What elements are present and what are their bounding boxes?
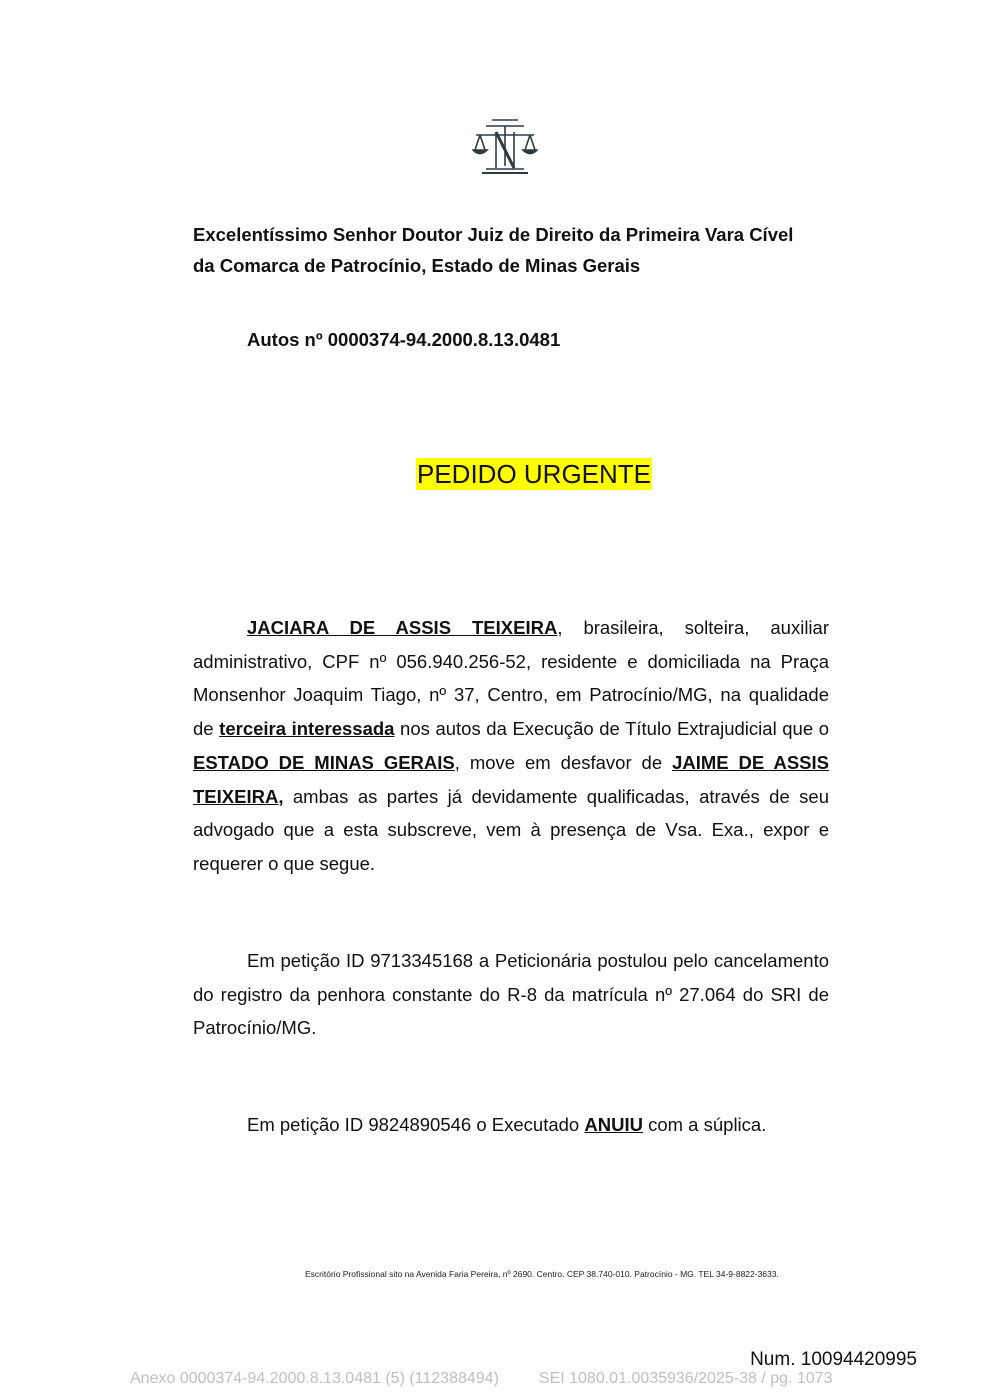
- addressee-line-2: da Comarca de Patrocínio, Estado de Minas Gerais: [193, 255, 641, 276]
- intro-text-2: nos autos da Execução de Título Extrajudicial que o: [394, 718, 829, 740]
- scales-of-justice-icon: [472, 118, 538, 176]
- document-number: Num. 10094420995: [750, 1349, 917, 1370]
- intro-text-1: , brasileira, solteira, auxiliar administrativo, CPF nº 056.940.256-52, residente e domiciliada na Praça Monsenhor Joaquim Tiago, nº 37, Centro, em Patrocínio/MG, na qualidade de: [193, 617, 829, 740]
- annex-stamp: [130, 1368, 832, 1390]
- annex-reference: Anexo 0000374-94.2000.8.13.0481 (5) (112388494): [130, 1370, 499, 1387]
- case-number: Autos nº 0000374-94.2000.8.13.0481: [247, 329, 561, 350]
- consent-emphasis: ANUIU: [584, 1114, 643, 1135]
- consent-text-2: com a súplica.: [642, 1114, 767, 1135]
- petition-paragraph: [193, 944, 829, 1045]
- petition-text: Em petição ID 9713345168 a Peticionária postulou pelo cancelamento do registro da penhora constante do R-8 da matrícula nº 27.064 do SRI de Patrocínio/MG.: [193, 950, 829, 1039]
- petitioner-name: JACIARA DE ASSIS TEIXEIRA: [247, 617, 558, 638]
- office-address-footer: Escritório Profissional sito na Avenida Faria Pereira, nº 2690. Centro. CEP 38.740-010. Patrocínio - MG. TEL 34-9-8822-3633.: [305, 1269, 779, 1279]
- plaintiff-name: ESTADO DE MINAS GERAIS: [193, 751, 455, 773]
- urgent-request-title: PEDIDO URGENTE: [417, 459, 652, 489]
- consent-text-1: Em petição ID 9824890546 o Executado: [247, 1114, 585, 1135]
- petitioner-role: terceira interessada: [219, 718, 395, 740]
- intro-text-3: , move em desfavor de: [454, 751, 673, 773]
- intro-paragraph: [193, 611, 829, 881]
- defendant-name: JAIME DE ASSIS TEIXEIRA,: [193, 751, 830, 807]
- addressee-line-1: Excelentíssimo Senhor Doutor Juiz de Direito da Primeira Vara Cível: [193, 224, 794, 245]
- addressee-heading: [193, 219, 833, 281]
- consent-paragraph: [193, 1108, 829, 1142]
- intro-text-4: ambas as partes já devidamente qualificadas, através de seu advogado que a esta subscreve, vem à presença de Vsa. Exa., expor e requerer o que segue.: [193, 785, 829, 874]
- sei-reference: SEI 1080.01.0035936/2025-38 / pg. 1073: [538, 1370, 833, 1387]
